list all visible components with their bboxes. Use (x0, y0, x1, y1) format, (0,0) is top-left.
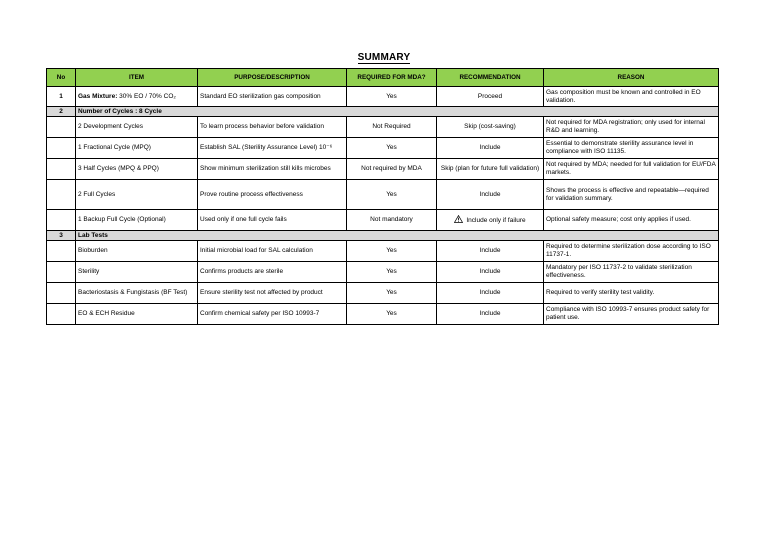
table-row (47, 283, 719, 304)
purpose-cell: Confirm chemical safety per ISO 10993-7 (198, 304, 347, 325)
item-cell: Bioburden (76, 241, 198, 262)
row-number (47, 241, 76, 262)
summary-table (46, 68, 719, 325)
row-number (47, 117, 76, 138)
reason-cell: Shows the process is effective and repeatable—required for validation summary. (544, 180, 719, 210)
reason-cell: Not required by MDA; needed for full validation for EU/FDA markets. (544, 159, 719, 180)
purpose-cell: Prove routine process effectiveness (198, 180, 347, 210)
row-number: 1 (47, 87, 76, 107)
section-number: 2 (47, 107, 76, 117)
table-row (47, 304, 719, 325)
section-row-lab-tests (47, 231, 719, 241)
table-row (47, 210, 719, 231)
row-number (47, 159, 76, 180)
recommendation-cell: Proceed (437, 87, 544, 107)
table-row (47, 159, 719, 180)
purpose-cell: Establish SAL (Sterility Assurance Level) 10⁻⁶ (198, 138, 347, 159)
row-number (47, 210, 76, 231)
required-cell: Yes (347, 138, 437, 159)
reason-cell: Gas composition must be known and controlled in EO validation. (544, 87, 719, 107)
purpose-cell: Used only if one full cycle fails (198, 210, 347, 231)
row-number (47, 262, 76, 283)
warning-icon (454, 215, 463, 223)
row-number (47, 138, 76, 159)
recommendation-cell: Skip (plan for future full validation) (437, 159, 544, 180)
table-row (47, 138, 719, 159)
section-label: Lab Tests (76, 231, 719, 241)
reason-cell: Not required for MDA registration; only used for internal R&D and learning. (544, 117, 719, 138)
recommendation-cell: Skip (cost-saving) (437, 117, 544, 138)
required-cell: Yes (347, 304, 437, 325)
item-cell: 1 Fractional Cycle (MPQ) (76, 138, 198, 159)
row-number (47, 283, 76, 304)
purpose-cell: Ensure sterility test not affected by product (198, 283, 347, 304)
reason-cell: Required to verify sterility test validity. (544, 283, 719, 304)
header-row (47, 69, 719, 87)
required-cell: Not mandatory (347, 210, 437, 231)
gas-mixture-value: 30% EO / 70% CO₂ (117, 92, 176, 100)
purpose-cell: Show minimum sterilization still kills microbes (198, 159, 347, 180)
item-cell: 2 Development Cycles (76, 117, 198, 138)
recommendation-cell: Include (437, 138, 544, 159)
recommendation-cell: Include (437, 262, 544, 283)
required-cell: Yes (347, 262, 437, 283)
required-cell: Not Required (347, 117, 437, 138)
table-row (47, 117, 719, 138)
purpose-cell: Confirms products are sterile (198, 262, 347, 283)
header-required: REQUIRED FOR MDA? (347, 69, 437, 87)
section-number: 3 (47, 231, 76, 241)
reason-cell: Mandatory per ISO 11737-2 to validate sterilization effectiveness. (544, 262, 719, 283)
header-purpose: PURPOSE/DESCRIPTION (198, 69, 347, 87)
gas-mixture-label: Gas Mixture: (78, 92, 118, 100)
reason-cell: Essential to demonstrate sterility assurance level in compliance with ISO 11135. (544, 138, 719, 159)
item-cell: EO & ECH Residue (76, 304, 198, 325)
header-recommendation: RECOMMENDATION (437, 69, 544, 87)
reason-cell: Compliance with ISO 10993-7 ensures product safety for patient use. (544, 304, 719, 325)
item-cell: Sterility (76, 262, 198, 283)
required-cell: Yes (347, 87, 437, 107)
table-row (47, 262, 719, 283)
reason-cell: Required to determine sterilization dose according to ISO 11737-1. (544, 241, 719, 262)
item-cell: Bacteriostasis & Fungistasis (BF Test) (76, 283, 198, 304)
recommendation-cell (437, 210, 544, 231)
table-row (47, 241, 719, 262)
purpose-cell: Standard EO sterilization gas composition (198, 87, 347, 107)
purpose-cell: To learn process behavior before validation (198, 117, 347, 138)
document-title: SUMMARY (357, 52, 411, 63)
required-cell: Yes (347, 283, 437, 304)
section-row-cycles (47, 107, 719, 117)
purpose-cell: Initial microbial load for SAL calculation (198, 241, 347, 262)
header-reason: REASON (544, 69, 719, 87)
recommendation-text: Include only if failure (466, 217, 526, 224)
item-cell (76, 87, 198, 107)
header-item: ITEM (76, 69, 198, 87)
required-cell: Yes (347, 180, 437, 210)
item-cell: 3 Half Cycles (MPQ & PPQ) (76, 159, 198, 180)
item-cell: 2 Full Cycles (76, 180, 198, 210)
header-no: No (47, 69, 76, 87)
table-row (47, 180, 719, 210)
section-label: Number of Cycles : 8 Cycle (76, 107, 719, 117)
table-row (47, 87, 719, 107)
reason-cell: Optional safety measure; cost only applies if used. (544, 210, 719, 231)
recommendation-cell: Include (437, 180, 544, 210)
item-cell: 1 Backup Full Cycle (Optional) (76, 210, 198, 231)
row-number (47, 304, 76, 325)
required-cell: Not required by MDA (347, 159, 437, 180)
row-number (47, 180, 76, 210)
required-cell: Yes (347, 241, 437, 262)
recommendation-cell: Include (437, 241, 544, 262)
recommendation-cell: Include (437, 304, 544, 325)
recommendation-cell: Include (437, 283, 544, 304)
